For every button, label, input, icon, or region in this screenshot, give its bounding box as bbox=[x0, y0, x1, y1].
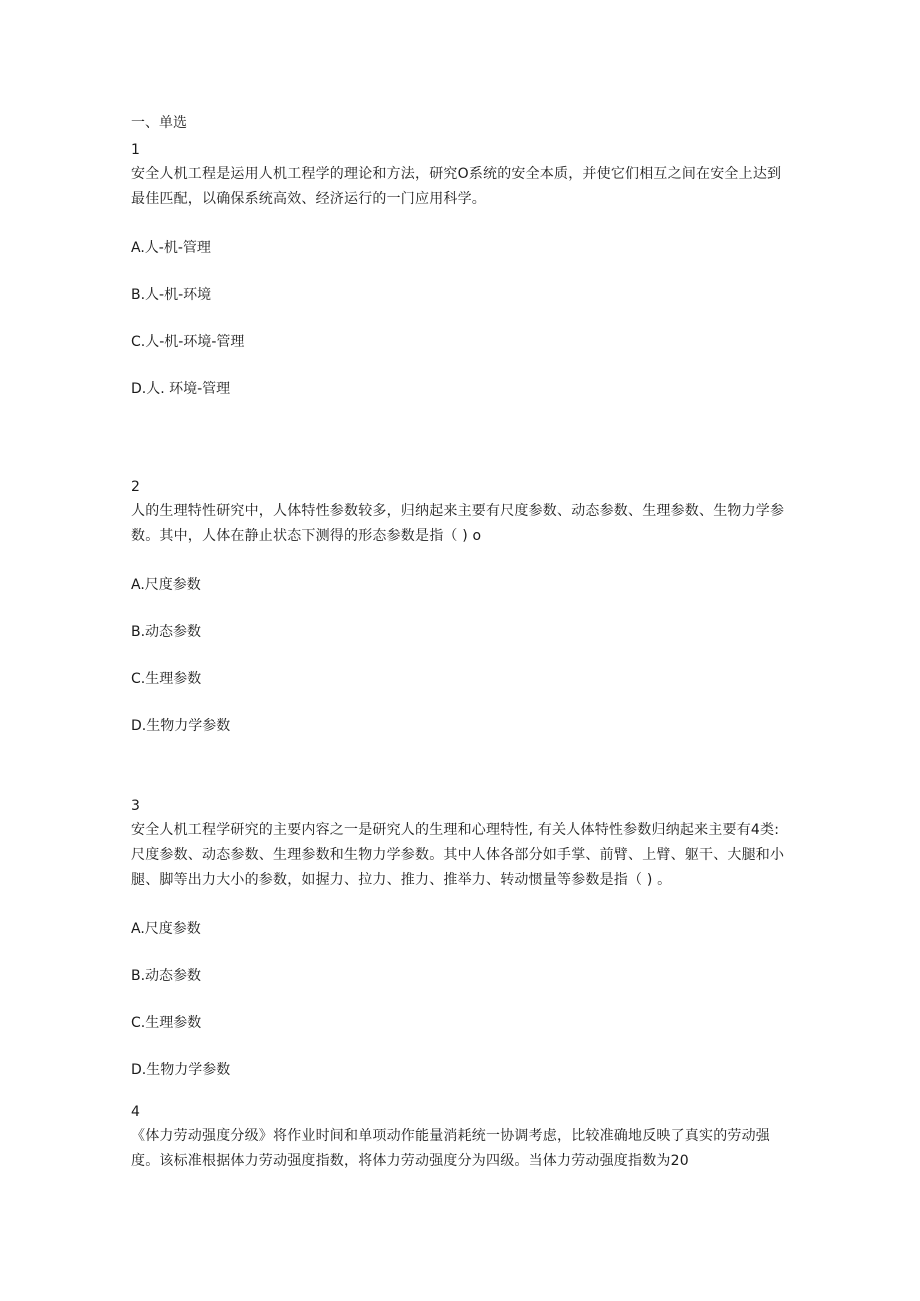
question-stem: 人的生理特性研究中，人体特性参数较多，归纳起来主要有尺度参数、动态参数、生理参数、生物力学参数。其中，人体在静止状态下测得的形态参数是指（ ) o bbox=[131, 503, 785, 544]
option-a: A.尺度参数 bbox=[131, 921, 201, 937]
question-number: 2 bbox=[131, 479, 140, 495]
question-number: 4 bbox=[131, 1104, 140, 1120]
option-a: A.尺度参数 bbox=[131, 577, 201, 593]
option-c: C.人-机-环境-管理 bbox=[131, 334, 245, 350]
option-b: B.人-机-环境 bbox=[131, 287, 212, 303]
options-list bbox=[131, 238, 791, 399]
question-stem: 安全人机工程学研究的主要内容之一是研究人的生理和心理特性, 有关人体特性参数归纳起来主要有4类: 尺度参数、动态参数、生理参数和生物力学参数。其中人体各部分如手掌、前臂、上臂、躯干、大腿和小腿、脚等出力大小的参数，如握力、拉力、推力、推举力、转动惯量等参数是指（ ) 。 bbox=[131, 822, 785, 888]
option-d: D.人. 环境-管理 bbox=[131, 381, 231, 397]
options-list bbox=[131, 575, 791, 736]
question-stem: 安全人机工程是运用人机工程学的理论和方法，研究O系统的安全本质，并使它们相互之间在安全上达到最佳匹配，以确保系统高效、经济运行的一门应用科学。 bbox=[131, 166, 782, 207]
document-page bbox=[131, 112, 791, 1174]
option-b: B.动态参数 bbox=[131, 624, 202, 640]
section-title: 一、单选 bbox=[131, 115, 187, 131]
question-1 bbox=[131, 140, 791, 399]
option-d: D.生物力学参数 bbox=[131, 1062, 231, 1078]
question-number: 3 bbox=[131, 798, 140, 814]
options-list bbox=[131, 919, 791, 1080]
question-stem: 《体力劳动强度分级》将作业时间和单项动作能量消耗统一协调考虑，比较准确地反映了真实的劳动强度。该标准根据体力劳动强度指数，将体力劳动强度分为四级。当体力劳动强度指数为20 bbox=[131, 1128, 770, 1169]
question-3 bbox=[131, 796, 791, 1080]
option-c: C.生理参数 bbox=[131, 671, 202, 687]
question-number: 1 bbox=[131, 142, 140, 158]
option-c: C.生理参数 bbox=[131, 1015, 202, 1031]
option-a: A.人-机-管理 bbox=[131, 240, 211, 256]
option-b: B.动态参数 bbox=[131, 968, 202, 984]
question-4 bbox=[131, 1102, 791, 1174]
question-2 bbox=[131, 477, 791, 736]
option-d: D.生物力学参数 bbox=[131, 718, 231, 734]
